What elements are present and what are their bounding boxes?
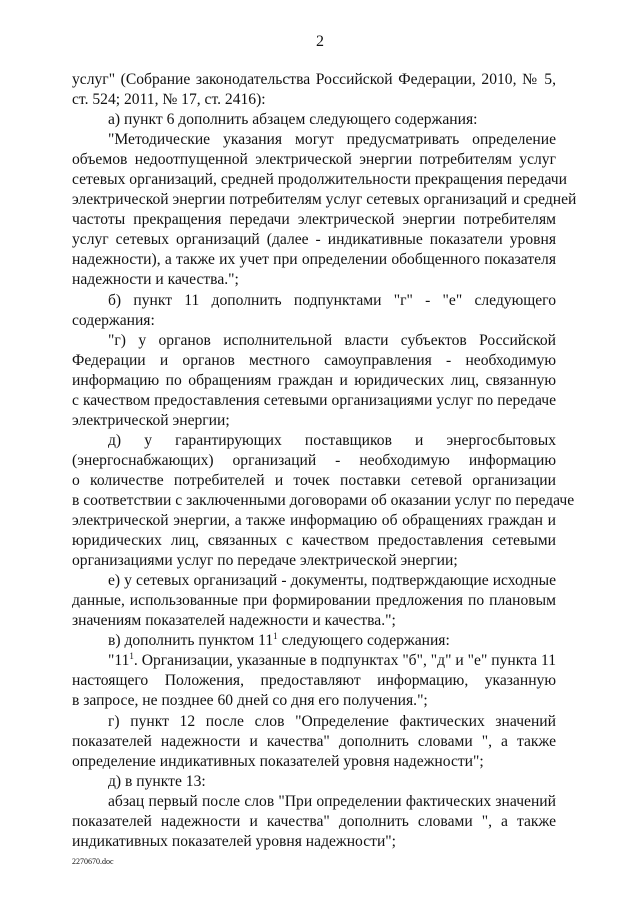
text-line: юридических лиц, связанных с качеством предоставления сетевыми: [72, 532, 556, 550]
text-line: сетевых организаций, средней продолжительности прекращения передачи: [72, 171, 567, 189]
text-span: следующего содержания:: [277, 632, 450, 650]
file-name-footer: 2270670.doc: [72, 857, 114, 866]
text-line: электрической энергии, а также информацию об обращениях граждан и: [72, 512, 556, 530]
text-line: б) пункт 11 дополнить подпунктами "г" - "е" следующего: [108, 291, 556, 309]
text-line: информацию по обращениям граждан и юридических лиц, связанную: [72, 371, 556, 389]
text-line: о количестве потребителей и точек поставки сетевой организации: [72, 471, 556, 489]
text-line: услуг сетевых организаций (далее - индикативные показатели уровня: [72, 231, 556, 249]
text-line: а) пункт 6 дополнить абзацем следующего содержания:: [108, 111, 478, 129]
text-span: "11: [108, 652, 130, 670]
text-line: данные, использованные при формировании предложения по плановым: [72, 592, 556, 610]
text-line: д) в пункте 13:: [108, 772, 206, 790]
text-line: определение индикативных показателей уровня надежности";: [72, 752, 484, 770]
text-line: частоты прекращения передачи электрической энергии потребителям: [72, 211, 556, 229]
superscript: 1: [273, 631, 278, 642]
text-line: показателей надежности и качества" дополнить словами ", а также: [72, 812, 556, 830]
text-line: г) пункт 12 после слов "Определение фактических значений: [108, 712, 556, 730]
text-span: . Организации, указанные в подпунктах "б", "д" и "е" пункта 11: [133, 652, 556, 670]
text-line: [72, 631, 556, 651]
text-line: электрической энергии потребителям услуг сетевых организаций и средней: [72, 191, 577, 209]
text-line: в соответствии с заключенными договорами об оказании услуг по передаче: [72, 491, 575, 509]
text-line: д) у гарантирующих поставщиков и энергосбытовых: [108, 431, 556, 449]
text-line: настоящего Положения, предоставляют информацию, указанную: [72, 672, 556, 690]
text-line: е) у сетевых организаций - документы, подтверждающие исходные: [108, 572, 556, 590]
text-line: объемов недоотпущенной электрической энергии потребителям услуг: [72, 151, 556, 169]
text-line: показателей надежности и качества" дополнить словами ", а также: [72, 732, 556, 750]
text-line: "Методические указания могут предусматривать определение: [108, 131, 556, 149]
text-line: (энергоснабжающих) организаций - необходимую информацию: [72, 451, 556, 469]
text-line: содержания:: [72, 311, 155, 329]
document-body: [72, 70, 577, 852]
text-span: в) дополнить пунктом 11: [108, 632, 274, 650]
text-line: ст. 524; 2011, № 17, ст. 2416):: [72, 91, 266, 109]
text-line: надежности и качества.";: [72, 271, 239, 289]
text-line: с качеством предоставления сетевыми организациями услуг по передаче: [72, 391, 556, 409]
text-line: индикативных показателей уровня надежности";: [72, 832, 397, 850]
text-line: надежности), а также их учет при определении обобщенного показателя: [72, 251, 556, 269]
text-line: Федерации и органов местного самоуправления - необходимую: [72, 351, 556, 369]
text-line: услуг" (Собрание законодательства Российской Федерации, 2010, № 5,: [72, 71, 556, 88]
text-line: электрической энергии;: [72, 411, 230, 429]
text-line: абзац первый после слов "При определении фактических значений: [108, 792, 556, 810]
text-line: [72, 651, 556, 671]
text-line: организациями услуг по передаче электрической энергии;: [72, 552, 458, 570]
superscript: 1: [129, 651, 134, 662]
page-number: 2: [316, 33, 324, 50]
text-line: значениям показателей надежности и качества.";: [72, 612, 396, 630]
text-line: в запросе, не позднее 60 дней со дня его получения.";: [72, 692, 428, 710]
text-line: "г) у органов исполнительной власти субъектов Российской: [108, 331, 556, 349]
